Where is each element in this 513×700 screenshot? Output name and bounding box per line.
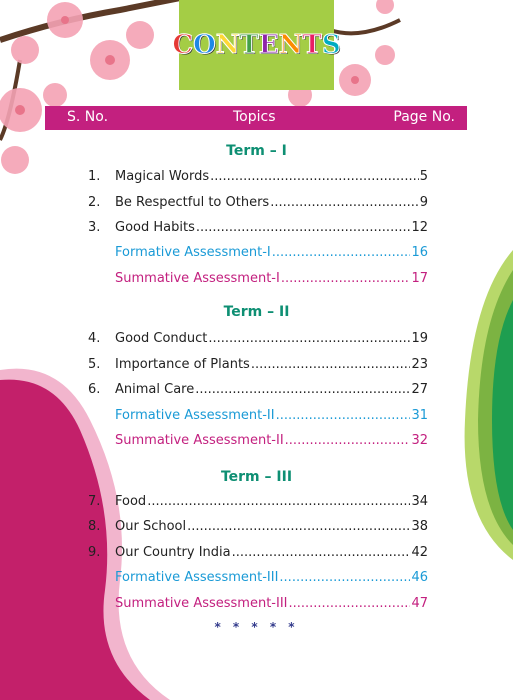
list-item-formative: Formative Assessment-II ..... 31 [88,408,428,428]
header-topics: Topics [233,109,276,125]
table-header [45,106,467,130]
title-banner [172,0,341,90]
list-item: 9. Our Country India ..... 42 [88,545,428,565]
term-heading: Term – II [223,304,290,320]
list-item: 3. Good Habits ..... 12 [88,220,428,240]
header-page: Page No. [393,109,455,125]
list-item-summative: Summative Assessment-II ..... 32 [88,433,428,453]
end-mark: * * * * * [214,620,299,634]
page-title: CONTENTS [172,30,341,60]
list-item: 7. Food ..... 34 [88,494,428,514]
list-item-summative: Summative Assessment-I ..... 17 [88,271,428,291]
list-item: 4. Good Conduct ..... 19 [88,331,428,351]
list-item-summative: Summative Assessment-III ..... 47 [88,596,428,616]
term-heading: Term – I [226,143,287,159]
list-item: 1. Magical Words ..... 5 [88,169,428,189]
list-item: 8. Our School ..... 38 [88,519,428,539]
header-sno: S. No. [67,109,109,125]
list-item-formative: Formative Assessment-III ..... 46 [88,570,428,590]
list-item: 6. Animal Care ..... 27 [88,382,428,402]
list-item: 5. Importance of Plants ..... 23 [88,357,428,377]
list-item: 2. Be Respectful to Others ..... 9 [88,195,428,215]
term-heading: Term – III [220,469,293,485]
list-item-formative: Formative Assessment-I ..... 16 [88,245,428,265]
